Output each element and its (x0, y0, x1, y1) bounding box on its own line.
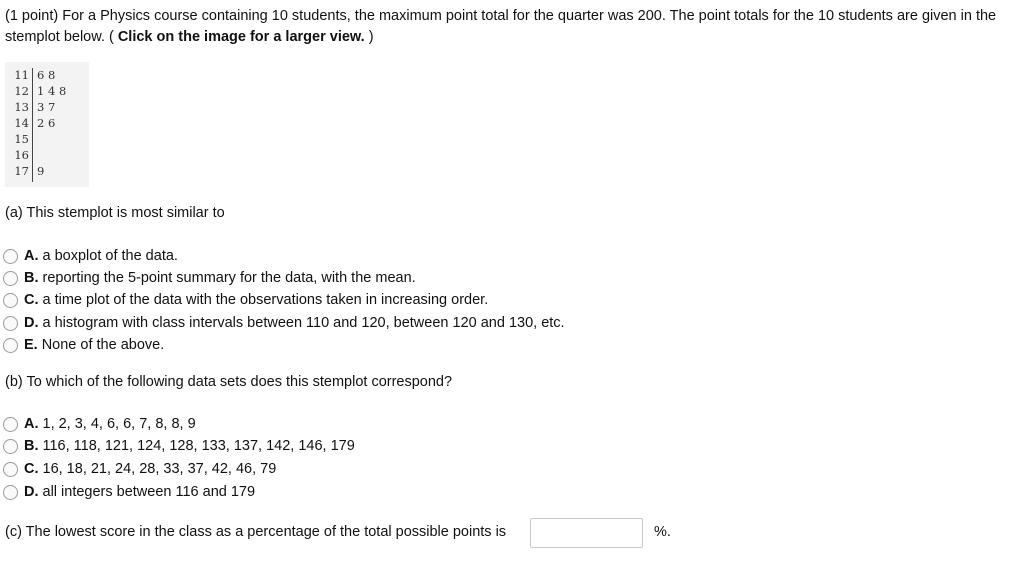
radio-button[interactable] (3, 271, 18, 286)
part-b-option-c[interactable] (3, 459, 276, 479)
stemplot-image[interactable] (5, 62, 89, 187)
part-a-option-b[interactable] (3, 268, 416, 288)
option-letter: D. (24, 315, 39, 331)
leaves: 3 7 (37, 100, 56, 114)
option-text: 16, 18, 21, 24, 28, 33, 37, 42, 46, 79 (42, 461, 277, 477)
option-letter: B. (24, 270, 39, 286)
option-letter: A. (24, 416, 39, 432)
radio-button[interactable] (3, 249, 18, 264)
leaves: 9 (37, 164, 45, 178)
radio-button[interactable] (3, 338, 18, 353)
stem: 17 (14, 164, 29, 178)
option-text: a boxplot of the data. (42, 248, 178, 264)
leaves: 6 8 (37, 68, 56, 82)
part-b-question: (b) To which of the following data sets does this stemplot correspond? (5, 374, 453, 390)
intro-text: (1 point) For a Physics course containing 10 students, the maximum point total for the quarter was 200. The point totals for the 10 students are given in the stemplot below. ( (5, 8, 997, 45)
option-letter: E. (24, 337, 38, 353)
radio-button[interactable] (3, 485, 18, 500)
radio-button[interactable] (3, 417, 18, 432)
radio-button[interactable] (3, 439, 18, 454)
stemplot-row (5, 99, 89, 115)
part-a-option-d[interactable] (3, 313, 565, 333)
option-letter: A. (24, 248, 39, 264)
problem-intro (5, 6, 1015, 48)
part-c-answer-input[interactable] (530, 518, 643, 548)
part-a-option-c[interactable] (3, 290, 488, 310)
stemplot-row (5, 163, 89, 179)
part-c-question: (c) The lowest score in the class as a percentage of the total possible points is (5, 524, 507, 540)
stem: 15 (14, 132, 29, 146)
part-a-option-e[interactable] (3, 335, 164, 355)
part-a-option-a[interactable] (3, 246, 178, 266)
leaves: 2 6 (37, 116, 56, 130)
stem: 13 (14, 100, 29, 114)
stemplot-row (5, 67, 89, 83)
option-text: 116, 118, 121, 124, 128, 133, 137, 142, 146, 179 (42, 438, 355, 454)
intro-close: ) (364, 29, 374, 45)
part-a-question: (a) This stemplot is most similar to (5, 205, 225, 221)
leaves: 1 4 8 (37, 84, 67, 98)
stemplot-row (5, 83, 89, 99)
option-letter: B. (24, 438, 39, 454)
stem: 16 (14, 148, 29, 162)
radio-button[interactable] (3, 462, 18, 477)
option-text: a time plot of the data with the observations taken in increasing order. (42, 292, 489, 308)
option-text: 1, 2, 3, 4, 6, 6, 7, 8, 8, 9 (42, 416, 196, 432)
option-letter: C. (24, 292, 39, 308)
option-text: all integers between 116 and 179 (42, 484, 256, 500)
click-image-hint[interactable]: Click on the image for a larger view. (117, 29, 365, 45)
radio-button[interactable] (3, 316, 18, 331)
part-b-option-a[interactable] (3, 414, 196, 434)
stem: 14 (14, 116, 29, 130)
part-b-option-d[interactable] (3, 482, 255, 502)
stem: 12 (14, 84, 29, 98)
stemplot-row (5, 131, 89, 147)
option-text: None of the above. (41, 337, 165, 353)
option-text: reporting the 5-point summary for the data, with the mean. (42, 270, 416, 286)
percent-unit: %. (654, 524, 671, 540)
part-b-option-b[interactable] (3, 436, 355, 456)
option-letter: D. (24, 484, 39, 500)
stemplot-row (5, 147, 89, 163)
stem: 11 (14, 68, 29, 82)
option-letter: C. (24, 461, 39, 477)
radio-button[interactable] (3, 293, 18, 308)
option-text: a histogram with class intervals between 110 and 120, between 120 and 130, etc. (42, 315, 565, 331)
stemplot-row (5, 115, 89, 131)
